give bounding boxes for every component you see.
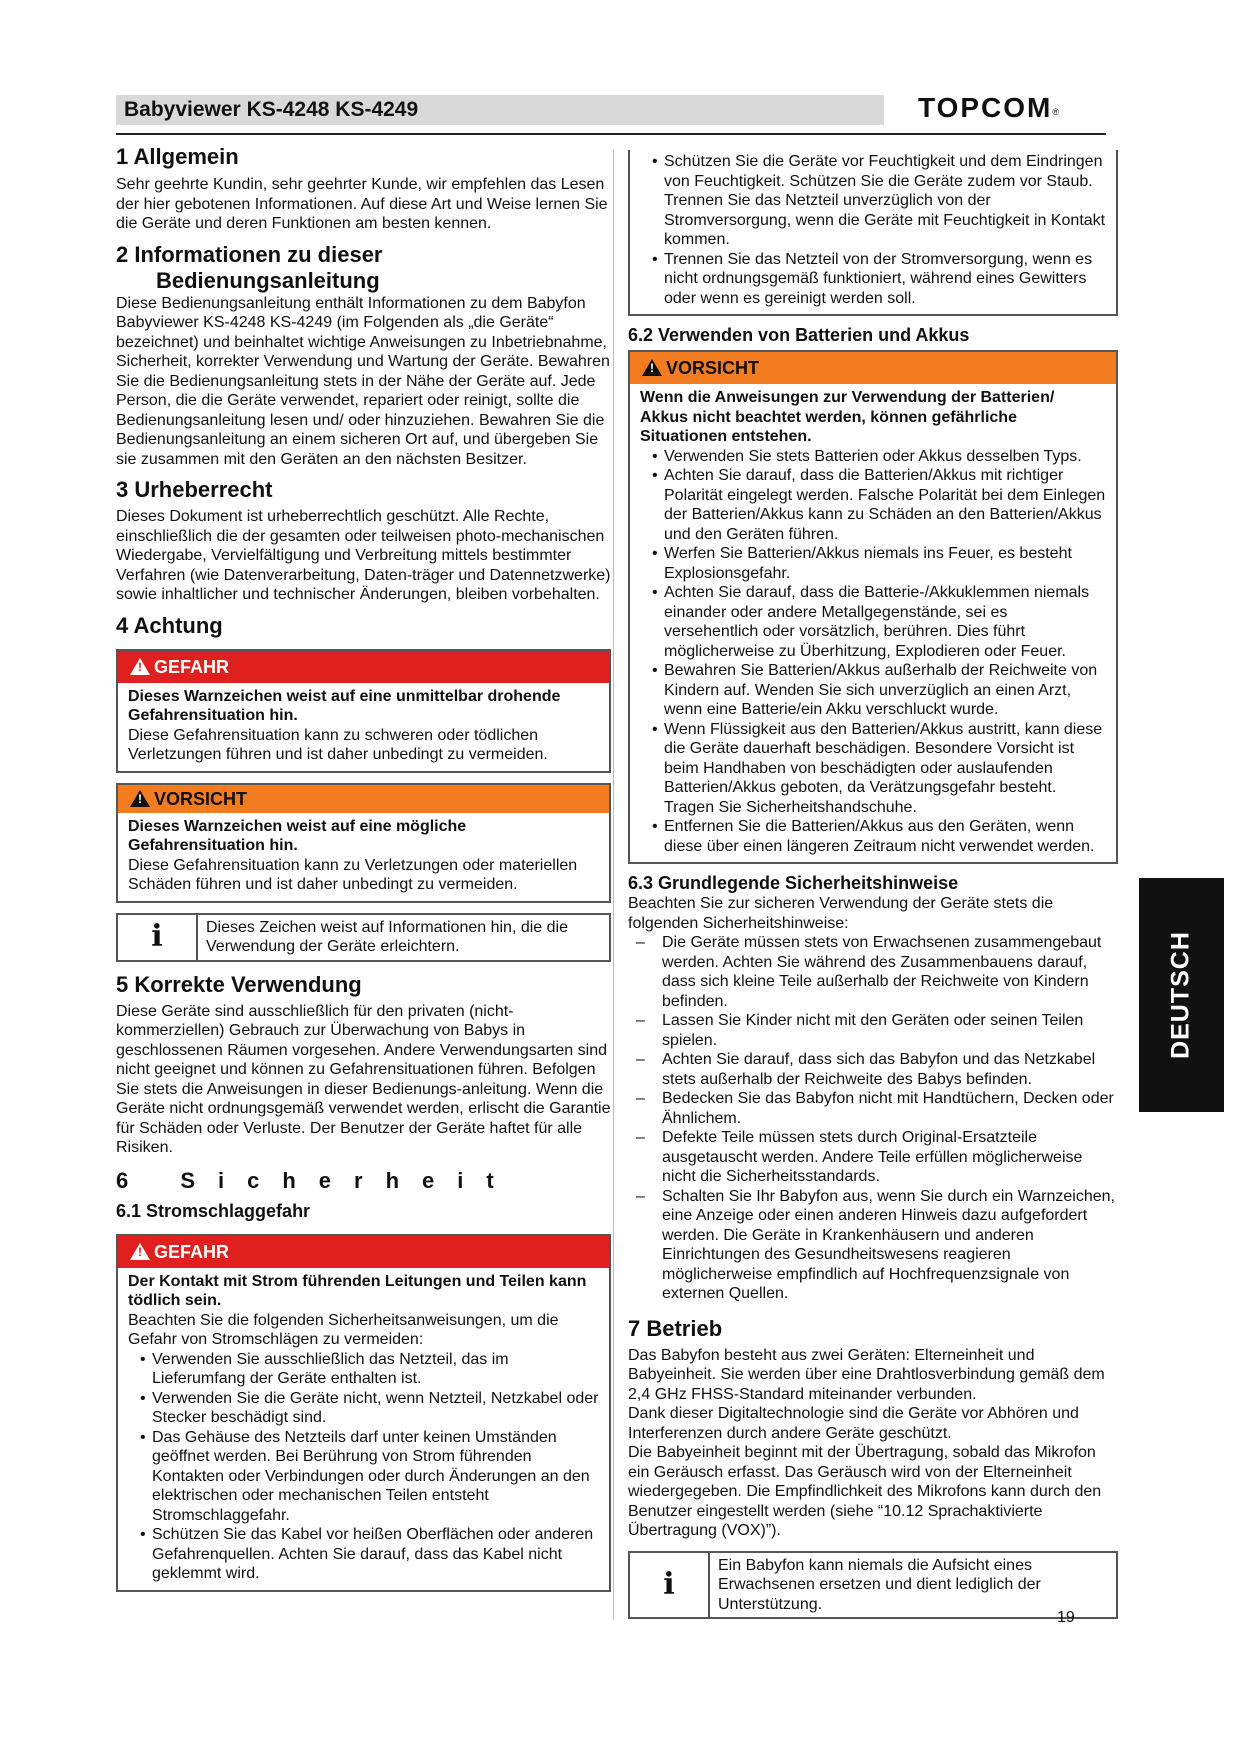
bullet-list	[640, 447, 1106, 857]
info-icon: i	[118, 915, 198, 960]
page-number: 19	[1057, 1609, 1075, 1626]
continued-box	[628, 150, 1118, 316]
caution-box-header	[118, 785, 609, 813]
subsection-heading: 6.3 Grundlegende Sicherheitshinweise	[628, 873, 959, 893]
section-heading: 4 Achtung	[116, 612, 223, 638]
danger-box	[116, 1234, 611, 1592]
caution-label: VORSICHT	[666, 358, 760, 378]
brand-logo	[918, 93, 1061, 123]
list-item: • Bewahren Sie Batterien/Akkus außerhalb der Reichweite von Kindern auf. Wenden Sie sich unverzüglich an einen Arzt, wenn eine Batterie/ein Akku verschluckt wurde.	[640, 661, 1106, 720]
section-text: Dieses Dokument ist urheberrechtlich geschützt. Alle Rechte, einschließlich die der gesamten oder teilweisen photo-mechanischen Wiedergabe, Vervielfältigung und Verbreitung mittels bestimmter Verfahren (wie Datenverarbeitung, Daten-träger und Datennetzwerke) sowie inhaltlicher und technischer Änderungen, bleiben vorbehalten.	[116, 508, 611, 603]
caution-box-body	[630, 384, 1116, 862]
danger-box	[116, 649, 611, 773]
danger-box-body	[118, 683, 609, 771]
info-icon: i	[630, 1553, 710, 1618]
bullet-list	[128, 1350, 599, 1584]
dash-list	[628, 933, 1118, 1304]
danger-label: GEFAHR	[154, 656, 230, 677]
list-item: – Defekte Teile müssen stets durch Original-Ersatzteile ausgetauscht werden. Andere Teile erfüllen möglicherweise nicht die Sicherheitsstandards.	[628, 1128, 1118, 1187]
warning-triangle-icon: !	[642, 359, 662, 376]
section-text: Beachten Sie zur sicheren Verwendung der Geräte stets die folgenden Sicherheitshinweise:	[628, 895, 1054, 932]
danger-text: Beachten Sie die folgenden Sicherheitsanweisungen, um die Gefahr von Stromschlägen zu vermeiden:	[128, 1311, 559, 1348]
right-column	[628, 144, 1118, 1619]
danger-box-body	[118, 1268, 609, 1590]
section-text: Diese Bedienungsanleitung enthält Informationen zu dem Babyfon Babyviewer KS-4248 KS-4249 (im Folgenden als „die Geräte“ bezeichnet) und beinhaltet wichtige Anweisungen zu Inbetriebnahme, Sicherheit, korrekter Verwendung und Wartung der Geräte. Bewahren Sie die Bedienungsanleitung stets in der Nähe der Geräte auf. Jede Person, die die Geräte verwendet, repariert oder reinigt, sollte die Bedienungsanleitung lesen und/ oder hinzuziehen. Bewahren Sie die Bedienungsanleitung an einem sicheren Ort auf, und übergeben Sie sie zusammen mit den Geräten an den nächsten Besitzer.	[116, 294, 610, 468]
list-item: – Schalten Sie Ihr Babyfon aus, wenn Sie durch ein Warnzeichen, eine Anzeige oder einen anderen Hinweis dazu aufgefordert werden. Die Geräte in Krankenhäusern und anderen Einrichtungen des Gesundheitswesens reagieren möglicherweise empfindlich auf Hochfrequenzsignale von externen Quellen.	[628, 1187, 1118, 1304]
info-box	[116, 913, 611, 962]
list-item: – Bedecken Sie das Babyfon nicht mit Handtüchern, Decken oder Ähnlichem.	[628, 1089, 1118, 1128]
list-item: • Schützen Sie die Geräte vor Feuchtigkeit und dem Eindringen von Feuchtigkeit. Schützen Sie die Geräte zudem vor Staub. Trennen Sie das Netzteil unverzüglich von der Stromversorgung, wenn die Geräte mit Feuchtigkeit in Kontakt kommen.	[640, 152, 1106, 250]
caution-text: Diese Gefahrensituation kann zu Verletzungen oder materiellen Schäden führen und ist daher unbedingt zu vermeiden.	[128, 856, 578, 893]
list-item: • Trennen Sie das Netzteil von der Stromversorgung, wenn es nicht ordnungsgemäß funktioniert, während eines Gewitters oder wenn es gereinigt werden soll.	[640, 250, 1106, 309]
caution-bold-text: Dieses Warnzeichen weist auf eine mögliche Gefahrensituation hin.	[128, 817, 467, 854]
section-heading: 1 Allgemein	[116, 144, 239, 169]
caution-bold-text: Wenn die Anweisungen zur Verwendung der Batterien/ Akkus nicht beachtet werden, können gefährliche Situationen entstehen.	[640, 389, 1055, 445]
section-heading-cont: Bedienungsanleitung	[156, 267, 380, 293]
caution-box	[116, 783, 611, 903]
list-item: – Die Geräte müssen stets von Erwachsenen zusammengebaut werden. Achten Sie während des Zusammenbauens darauf, dass sich kleine Teile außerhalb der Reichweite von Kindern befinden.	[628, 933, 1118, 1011]
bullet-list	[640, 152, 1106, 308]
caution-box	[628, 350, 1118, 864]
list-item: • Schützen Sie das Kabel vor heißen Oberflächen oder anderen Gefahrenquellen. Achten Sie darauf, dass das Kabel nicht geklemmt wird.	[128, 1525, 599, 1584]
caution-box-header	[630, 352, 1116, 384]
list-item: – Lassen Sie Kinder nicht mit den Geräten oder seinen Teilen spielen.	[628, 1011, 1118, 1050]
subsection-heading: 6.1 Stromschlaggefahr	[116, 1200, 311, 1221]
document-title: Babyviewer KS-4248 KS-4249	[124, 98, 419, 121]
list-item: • Werfen Sie Batterien/Akkus niemals ins Feuer, es besteht Explosionsgefahr.	[640, 544, 1106, 583]
list-item: – Achten Sie darauf, dass sich das Babyfon und das Netzkabel stets außerhalb der Reichweite des Babys befinden.	[628, 1050, 1118, 1089]
danger-bold-text: Dieses Warnzeichen weist auf eine unmittelbar drohende Gefahrensituation hin.	[128, 687, 561, 724]
list-item: • Achten Sie darauf, dass die Batterie-/Akkuklemmen niemals einander oder andere Metallgegenstände, sei es versehentlich oder vorsätzlich, berühren. Dies führt möglicherweise zu Überhitzung, Explodieren oder Feuer.	[640, 583, 1106, 661]
list-item: • Verwenden Sie die Geräte nicht, wenn Netzteil, Netzkabel oder Stecker beschädigt sind.	[128, 1389, 599, 1428]
list-item: • Das Gehäuse des Netzteils darf unter keinen Umständen geöffnet werden. Bei Berührung von Strom führenden Kontakten oder Verbindungen oder durch Änderungen an den elektrischen oder mechanischen Teilen entsteht Stromschlaggefahr.	[128, 1428, 599, 1526]
section-text: Das Babyfon besteht aus zwei Geräten: Elterneinheit und Babyeinheit. Sie werden über eine Drahtlosverbindung gemäß dem 2,4 GHz FHSS-Standard miteinander verbunden.	[628, 1346, 1105, 1403]
info-box	[628, 1551, 1118, 1620]
section-heading: 2 Informationen zu dieser	[116, 241, 383, 267]
list-item: • Achten Sie darauf, dass die Batterien/Akkus mit richtiger Polarität eingelegt werden. Falsche Polarität bei dem Einlegen der Batterien/Akkus kann zu Schäden an den Batterien/Akkus und den Geräten führen.	[640, 466, 1106, 544]
section-heading: 3 Urheberrecht	[116, 477, 273, 502]
language-tab-label: DEUTSCH	[1166, 931, 1195, 1059]
caution-label: VORSICHT	[154, 788, 248, 809]
warning-triangle-icon: !	[130, 1243, 150, 1260]
list-item: • Entfernen Sie die Batterien/Akkus aus den Geräten, wenn diese über einen längeren Zeitraum nicht verwendet werden.	[640, 817, 1106, 856]
section-text: Sehr geehrte Kundin, sehr geehrter Kunde, wir empfehlen das Lesen der hier gebotenen Informationen. Auf diese Art und Weise lernen Sie die Geräte und deren Funktionen am besten kennen.	[116, 176, 608, 232]
continued-box-body	[630, 150, 1116, 314]
info-text: Dieses Zeichen weist auf Informationen hin, die die Verwendung der Geräte erleichtern.	[206, 918, 568, 955]
section-text: Diese Geräte sind ausschließlich für den privaten (nicht-kommerziellen) Gebrauch zur Überwachung von Babys in geschlossenen Räumen vorgesehen. Andere Verwendungsarten sind nicht geeignet und können zu Gefahrensituationen führen. Befolgen Sie stets die Anweisungen in dieser Bedienungs-anleitung. Wenn die Geräte nicht ordnungsgemäß verwendet werden, erlischt die Garantie für Schäden oder Verluste. Der Benutzer der Geräte haftet für alle Risiken.	[116, 1002, 611, 1156]
registered-mark: ®	[1052, 107, 1062, 117]
section-heading: 6 Sicherheit	[116, 1167, 517, 1193]
info-text: Ein Babyfon kann niemals die Aufsicht eines Erwachsenen ersetzen und dient lediglich der Unterstützung.	[718, 1556, 1041, 1613]
subsection-heading: 6.2 Verwenden von Batterien und Akkus	[628, 325, 970, 345]
danger-text: Diese Gefahrensituation kann zu schweren oder tödlichen Verletzungen führen und ist daher unbedingt zu vermeiden.	[128, 726, 548, 763]
list-item: • Verwenden Sie stets Batterien oder Akkus desselben Typs.	[640, 447, 1106, 467]
section-heading: 5 Korrekte Verwendung	[116, 971, 362, 997]
danger-label: GEFAHR	[154, 1241, 230, 1262]
warning-triangle-icon: !	[130, 790, 150, 807]
section-text: Die Babyeinheit beginnt mit der Übertragung, sobald das Mikrofon ein Geräusch erfasst. Das Geräusch wird von der Elterneinheit wiedergegeben. Die Empfindlichkeit des Mikrofons kann durch den Benutzer eingestellt werden (siehe “10.12 Sprachaktivierte Übertragung (VOX)”).	[628, 1444, 1102, 1539]
left-column	[116, 144, 611, 1592]
danger-bold-text: Der Kontakt mit Strom führenden Leitungen und Teilen kann tödlich sein.	[128, 1272, 587, 1309]
section-text: Dank dieser Digitaltechnologie sind die Geräte vor Abhören und Interferenzen durch andere Geräte geschützt.	[628, 1405, 1079, 1442]
warning-triangle-icon: !	[130, 658, 150, 675]
list-item: • Verwenden Sie ausschließlich das Netzteil, das im Lieferumfang der Geräte enthalten ist.	[128, 1350, 599, 1389]
header-rule	[116, 133, 1106, 135]
column-divider	[613, 150, 614, 1620]
brand-logo-text: TOPCOM	[918, 92, 1053, 123]
danger-box-header	[118, 651, 609, 683]
caution-box-body	[118, 813, 609, 901]
danger-box-header	[118, 1236, 609, 1268]
list-item: • Wenn Flüssigkeit aus den Batterien/Akkus austritt, kann diese die Geräte dauerhaft beschädigen. Besondere Vorsicht ist beim Handhaben von beschädigten oder auslaufenden Batterien/Akkus geboten, da Verätzungsgefahr besteht. Tragen Sie Sicherheitshandschuhe.	[640, 720, 1106, 818]
section-heading: 7 Betrieb	[628, 1315, 723, 1341]
